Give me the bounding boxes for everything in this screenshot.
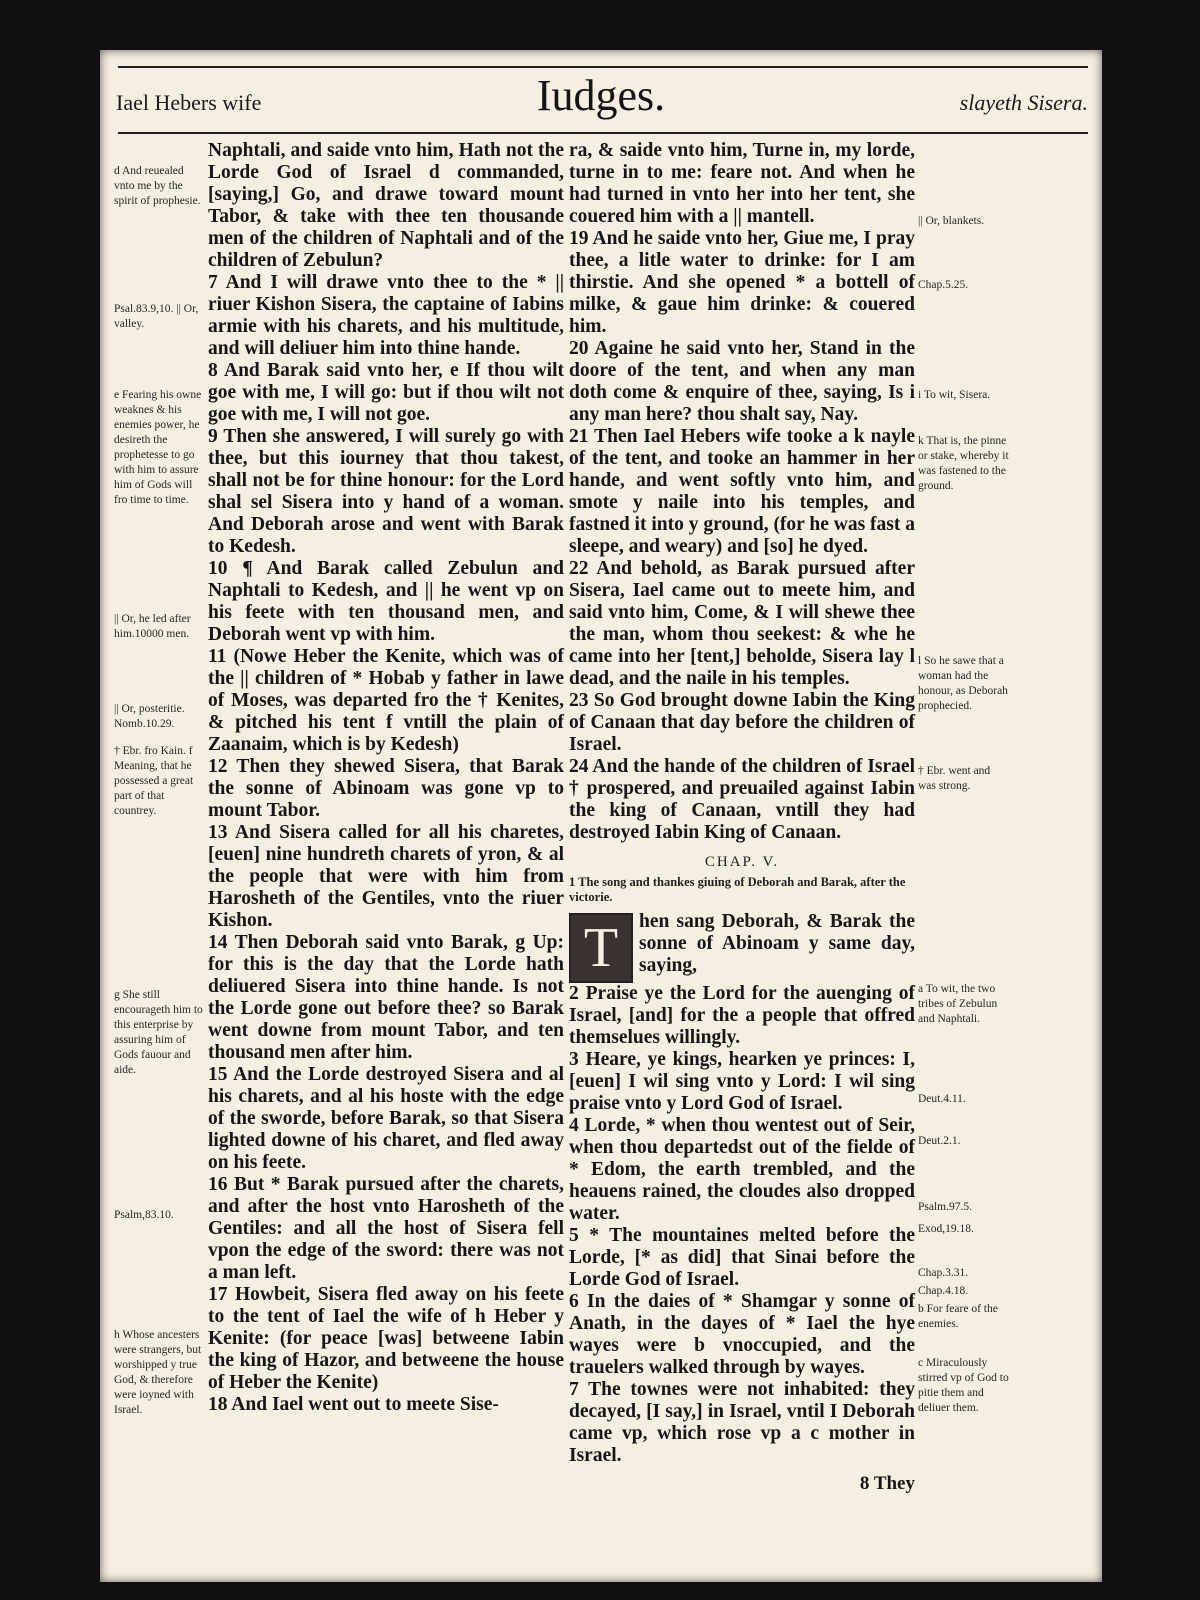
margin-note: † Ebr. went and was strong. bbox=[918, 765, 991, 792]
left-text-column bbox=[208, 140, 564, 1416]
chapter-opening bbox=[569, 911, 915, 977]
running-head-left: Iael Hebers wife bbox=[116, 90, 262, 115]
verse: 5 * The mountaines melted before the Lorde, [* as did] that Sinai before the Lorde God of Israel. bbox=[569, 1225, 915, 1290]
chapter-summary: 1 The song and thankes giuing of Deborah and Barak, after the victorie. bbox=[569, 875, 906, 904]
verse: hen sang Deborah, & Barak the sonne of Abinoam y same day, saying, bbox=[639, 911, 915, 976]
verse: Naphtali, and saide vnto him, Hath not the Lorde God of Israel d commanded, [saying,] Go, and drawe toward mount Tabor, & take with thee ten thousande men of the children of Naphtali and of the children of Zebulun? bbox=[208, 140, 564, 271]
book-title: Iudges. bbox=[536, 71, 666, 120]
margin-note: e Fearing his owne weaknes & his enemies power, he desireth the prophetesse to go with him to assure him of Gods will fro time to time. bbox=[114, 389, 202, 506]
bible-page bbox=[100, 50, 1102, 1582]
verse: 17 Howbeit, Sisera fled away on his feete to the tent of Iael the wife of h Heber y Kenite: (for peace [was] betweene Iabin the king of Hazor, and betweene the house of Heber the Kenite) bbox=[208, 1284, 564, 1393]
verse: 22 And behold, as Barak pursued after Sisera, Iael came out to meete him, and said vnto him, Come, & I will shewe thee the man, whom thou seekest: & whe he came into her [tent,] beholde, Sisera lay l dead, and the naile in his temples. bbox=[569, 558, 915, 689]
margin-note: Chap.4.18. bbox=[918, 1285, 969, 1297]
verse: 13 And Sisera called for all his charetes, [euen] nine hundreth charets of yron, & al the people that were with him from Harosheth of the Gentiles, vnto the riuer Kishon. bbox=[208, 822, 564, 931]
margin-note: Deut.4.11. bbox=[918, 1093, 966, 1105]
margin-note: || Or, he led after him.10000 men. bbox=[114, 613, 191, 640]
margin-note: || Or, posteritie. Nomb.10.29. bbox=[114, 703, 185, 730]
verse: ra, & saide vnto him, Turne in, my lorde, turne in to me: feare not. And when he had turned in vnto her into her tent, she couered him with a || mantell. bbox=[569, 140, 915, 227]
margin-note: a To wit, the two tribes of Zebulun and Naphtali. bbox=[918, 983, 998, 1025]
verse: 18 And Iael went out to meete Sise- bbox=[208, 1394, 499, 1415]
verse: 7 The townes were not inhabited: they decayed, [I say,] in Israel, vntil I Deborah came vp, which rose vp a c mother in Israel. bbox=[569, 1379, 915, 1466]
margin-note: Deut.2.1. bbox=[918, 1135, 961, 1147]
margin-note: i To wit, Sisera. bbox=[918, 389, 991, 401]
verse: 12 Then they shewed Sisera, that Barak the sonne of Abinoam was gone vp to mount Tabor. bbox=[208, 756, 564, 821]
margin-note: l So he sawe that a woman had the honour, as Deborah prophecied. bbox=[918, 655, 1008, 712]
margin-note: h Whose ancesters were strangers, but worshipped y true God, & therefore were ioyned with Israel. bbox=[114, 1329, 202, 1416]
verse: 10 ¶ And Barak called Zebulun and Naphtali to Kedesh, and || he went vp on his feete with ten thousand men, and Deborah went vp with him. bbox=[208, 558, 564, 645]
right-text-column bbox=[569, 140, 915, 1495]
verse: 3 Heare, ye kings, hearken ye princes: I, [euen] I wil sing vnto y Lord: I wil sing praise vnto y Lord God of Israel. bbox=[569, 1049, 915, 1114]
margin-note: Psal.83.9,10. || Or, valley. bbox=[114, 303, 199, 330]
verse: 8 And Barak said vnto her, e If thou wilt goe with me, I will go: but if thou wilt not goe with me, I will not goe. bbox=[208, 360, 564, 425]
verse: 20 Againe he said vnto her, Stand in the doore of the tent, and when any man doth come & enquire of thee, saying, Is i any man here? thou shalt say, Nay. bbox=[569, 338, 915, 425]
verse: 16 But * Barak pursued after the charets, and after the host vnto Harosheth of the Gentiles: and all the host of Sisera fell vpon the edge of the sword: there was not a man left. bbox=[208, 1174, 564, 1283]
verse: 14 Then Deborah said vnto Barak, g Up: for this is the day that the Lorde hath deliuered Sisera into thine hande. Is not the Lorde gone out before thee? so Barak went downe from mount Tabor, and ten thousand men after him. bbox=[208, 932, 564, 1063]
verse: 15 And the Lorde destroyed Sisera and al his charets, and al his hoste with the edge of the sworde, before Barak, so that Sisera lighted downe of his charet, and fled away on his feete. bbox=[208, 1064, 564, 1173]
margin-note: || Or, blankets. bbox=[918, 215, 985, 227]
verse: 9 Then she answered, I will surely go with thee, but this iourney that thou takest, shall not be for thine honour: for the Lord shal sel Sisera into y hand of a woman. And Deborah arose and went with Barak to Kedesh. bbox=[208, 426, 564, 557]
margin-note: Psalm.97.5. bbox=[918, 1201, 972, 1213]
verse: 19 And he saide vnto her, Giue me, I pray thee, a litle water to drinke: for I am thirstie. And she opened * a bottell of milke, & gaue him drinke: & couered him. bbox=[569, 228, 915, 337]
verse: 11 (Nowe Heber the Kenite, which was of the || children of * Hobab y father in lawe of Moses, was departed fro the † Kenites, & pitched his tent f vntill the plain of Zaanaim, which is by Kedesh) bbox=[208, 646, 564, 755]
verse: 24 And the hande of the children of Israel † prospered, and preuailed against Iabin the king of Canaan, vntill they had destroyed Iabin King of Canaan. bbox=[569, 756, 915, 843]
verse: 7 And I will drawe vnto thee to the * || riuer Kishon Sisera, the captaine of Iabins armie with his charets, and his multitude, and will deliuer him into thine hande. bbox=[208, 272, 564, 359]
verse: 4 Lorde, * when thou wentest out of Seir, when thou departedst out of the fielde of * Edom, the earth trembled, and the heauens rained, the cloudes also dropped water. bbox=[569, 1115, 915, 1224]
margin-note: Psalm,83.10. bbox=[114, 1209, 174, 1221]
margin-note: d And reuealed vnto me by the spirit of prophesie. bbox=[114, 165, 201, 207]
margin-note: c Miraculously stirred vp of God to pitie them and deliuer them. bbox=[918, 1357, 1009, 1414]
margin-note: b For feare of the enemies. bbox=[918, 1303, 998, 1330]
verse: 2 Praise ye the Lord for the auenging of Israel, [and] for the a people that offred themselues willingly. bbox=[569, 983, 915, 1048]
margin-note: Chap.5.25. bbox=[918, 279, 969, 291]
running-head-right: slayeth Sisera. bbox=[959, 90, 1088, 115]
margin-note: g She still encourageth him to this enterprise by assuring him of Gods fauour and aide. bbox=[114, 989, 203, 1076]
catchword: 8 They bbox=[859, 1473, 915, 1494]
decorated-initial: T bbox=[569, 913, 633, 983]
top-rule bbox=[118, 66, 1088, 68]
margin-note: Exod,19.18. bbox=[918, 1223, 974, 1235]
header-rule bbox=[118, 132, 1088, 134]
verse: 23 So God brought downe Iabin the King of Canaan that day before the children of Israel. bbox=[569, 690, 915, 755]
chapter-heading: CHAP. V. bbox=[704, 854, 780, 870]
margin-note: k That is, the pinne or stake, whereby it was fastened to the ground. bbox=[918, 435, 1009, 492]
margin-note: † Ebr. fro Kain. f Meaning, that he possessed a great part of that countrey. bbox=[114, 745, 194, 817]
verse: 21 Then Iael Hebers wife tooke a k nayle of the tent, and tooke an hammer in her hande, and went softly vnto him, and smote y naile into his temples, and fastned it into y ground, (for he was fast a sleepe, and weary) and [so] he dyed. bbox=[569, 426, 915, 557]
margin-note: Chap.3.31. bbox=[918, 1267, 969, 1279]
verse: 6 In the daies of * Shamgar y sonne of Anath, in the dayes of * Iael the hye wayes were b vnoccupied, and the trauelers walked through by wayes. bbox=[569, 1291, 915, 1378]
